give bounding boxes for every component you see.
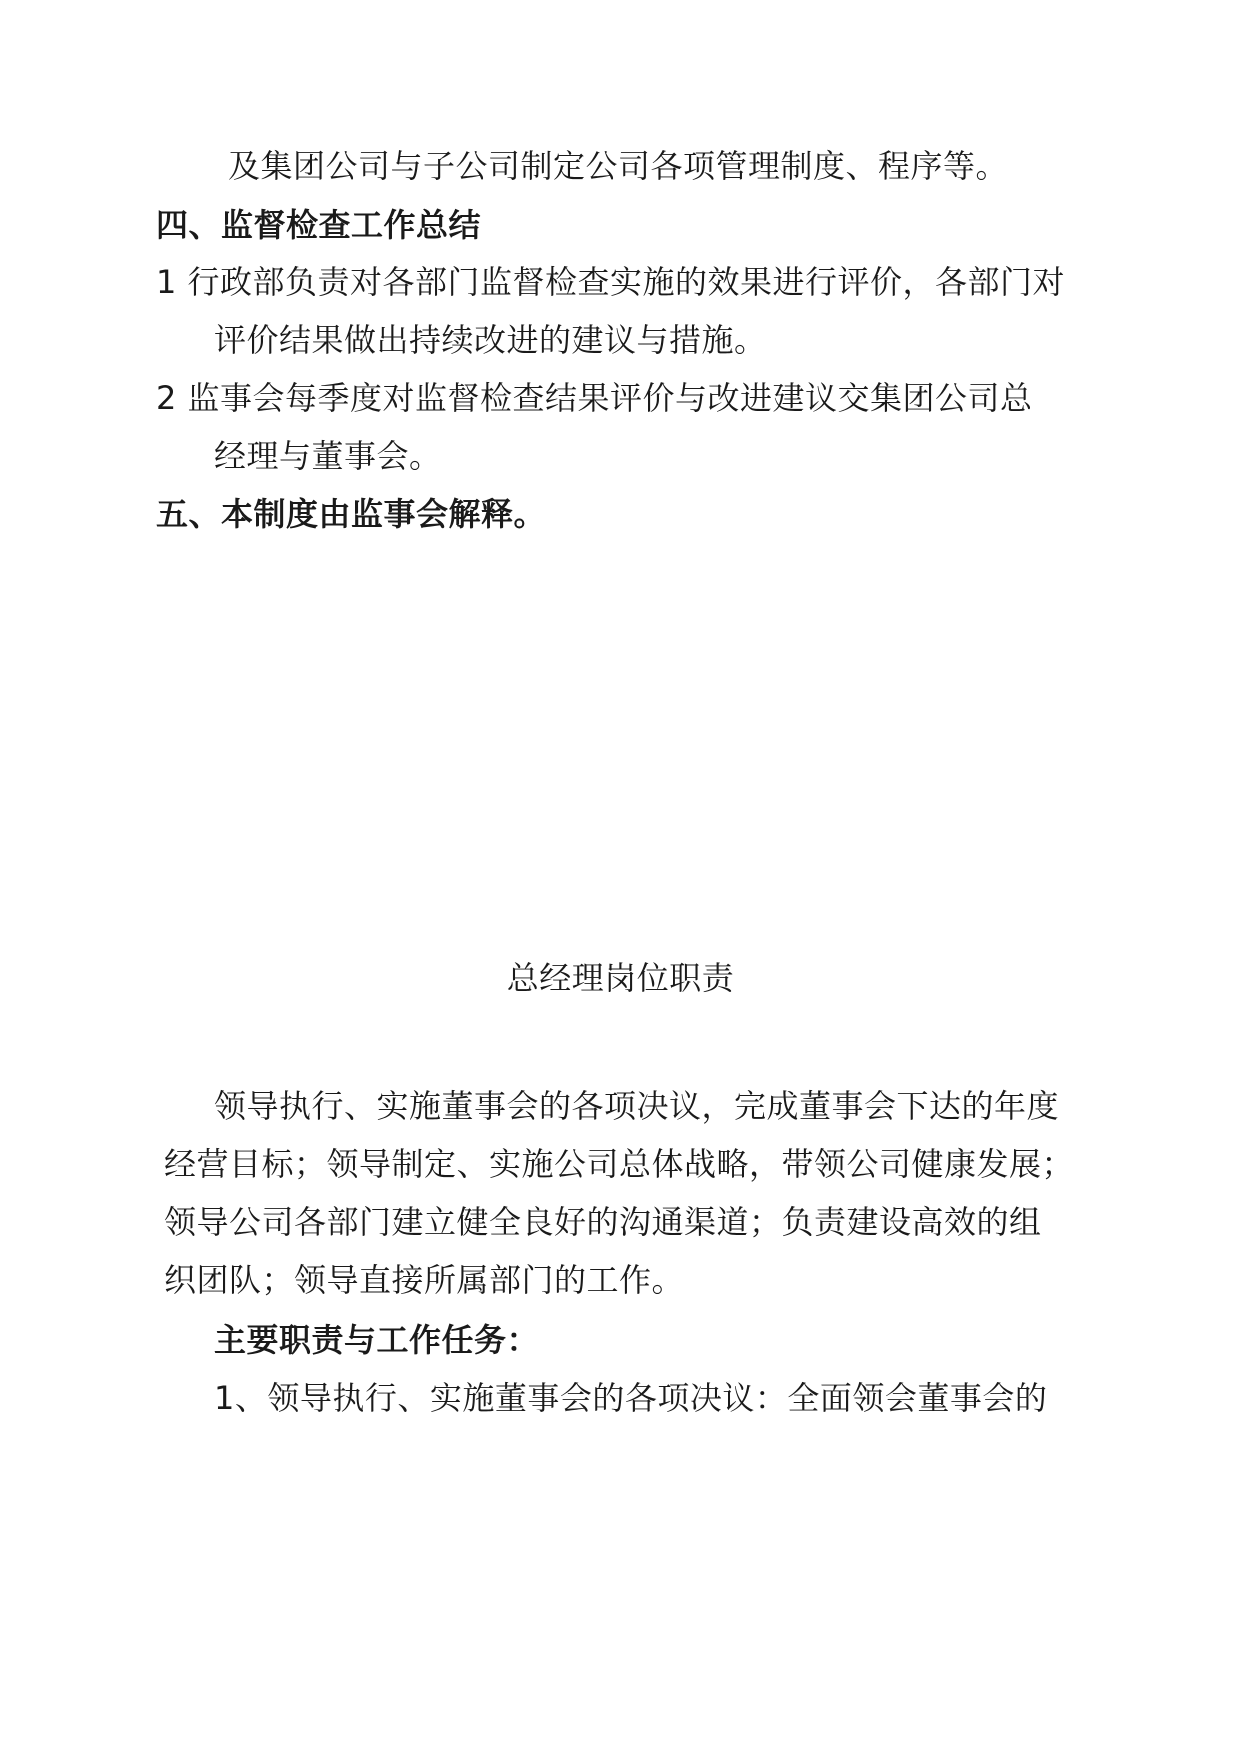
item2-line1: 2 监事会每季度对监督检查结果评价与改进建议交集团公司总 [156,379,1033,417]
paragraph-line2: 经营目标；领导制定、实施公司总体战略，带领公司健康发展； [164,1145,1075,1183]
paragraph-line1: 领导执行、实施董事会的各项决议，完成董事会下达的年度 [214,1087,1060,1125]
subheading-main-duties: 主要职责与工作任务： [214,1321,540,1359]
item2-line2: 经理与董事会。 [214,437,442,475]
heading-five: 五、本制度由监事会解释。 [156,495,547,533]
item1-line2: 评价结果做出持续改进的建议与措施。 [214,321,767,359]
section-title: 总经理岗位职责 [506,959,735,997]
heading-four: 四、监督检查工作总结 [156,206,482,244]
duty-item1: 1、领导执行、实施董事会的各项决议：全面领会董事会的 [214,1379,1048,1417]
paragraph-line3: 领导公司各部门建立健全良好的沟通渠道；负责建设高效的组 [164,1203,1042,1241]
item1-line1: 1 行政部负责对各部门监督检查实施的效果进行评价，各部门对 [156,263,1066,301]
continuation-text: 及集团公司与子公司制定公司各项管理制度、程序等。 [228,147,1009,185]
paragraph-line4: 织团队；领导直接所属部门的工作。 [164,1261,685,1299]
